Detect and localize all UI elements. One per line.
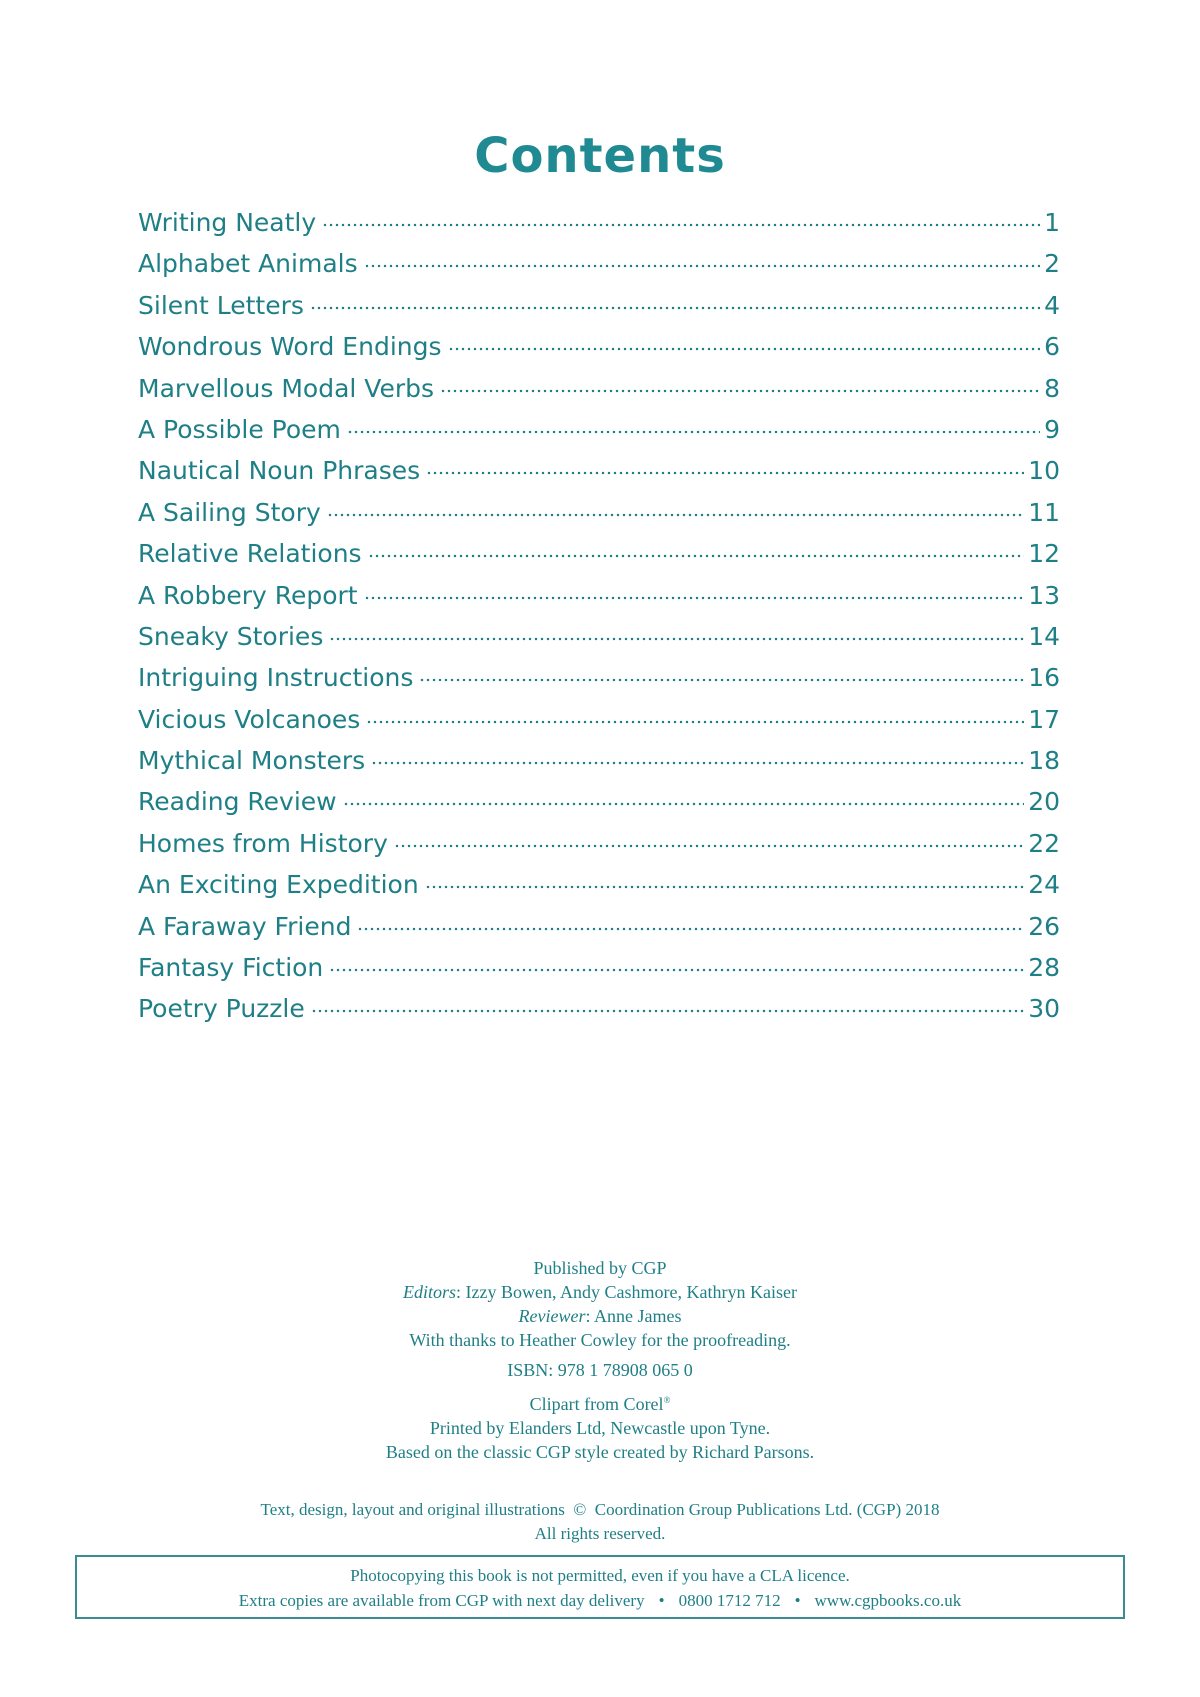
dot-leader: [394, 822, 1024, 852]
toc-entry[interactable]: [138, 325, 1060, 366]
editors-label: Editors: [403, 1282, 457, 1302]
toc-entry-title: Mythical Monsters: [138, 746, 366, 776]
toc-entry-title: Nautical Noun Phrases: [138, 456, 421, 486]
toc-entry-title: Poetry Puzzle: [138, 994, 305, 1024]
toc-entry-title: Relative Relations: [138, 539, 362, 569]
toc-entry-page: 9: [1044, 414, 1060, 444]
website-link[interactable]: www.cgpbooks.co.uk: [814, 1591, 962, 1610]
dot-leader: [368, 532, 1025, 562]
toc-entry-page: 26: [1028, 911, 1060, 941]
dot-leader: [329, 615, 1024, 645]
toc-entry[interactable]: [138, 532, 1060, 573]
copyright-line: Text, design, layout and original illustrations © Coordination Group Publications Ltd. (CGP) 2018: [260, 1500, 940, 1519]
editors-line: [0, 1280, 1200, 1304]
toc-entry-page: 24: [1028, 870, 1060, 900]
toc-entry-title: Alphabet Animals: [138, 249, 358, 279]
toc-entry-page: 30: [1028, 994, 1060, 1024]
toc-entry-page: 12: [1028, 539, 1060, 569]
toc-entry-page: 14: [1028, 621, 1060, 651]
toc-entry-page: 6: [1044, 332, 1060, 362]
toc-entry-page: 13: [1028, 580, 1060, 610]
dot-leader: [448, 325, 1041, 355]
publication-credits: [0, 1256, 1200, 1464]
toc-entry-page: 22: [1028, 828, 1060, 858]
photocopy-notice-box: [75, 1555, 1125, 1619]
toc-entry-title: Intriguing Instructions: [138, 663, 414, 693]
toc-entry[interactable]: [138, 987, 1060, 1028]
toc-entry[interactable]: [138, 946, 1060, 987]
printed-by: Printed by Elanders Ltd, Newcastle upon Tyne.: [429, 1418, 771, 1438]
editors-names: : Izzy Bowen, Andy Cashmore, Kathryn Kaiser: [456, 1282, 797, 1302]
dot-leader: [426, 449, 1024, 479]
toc-entry-title: Sneaky Stories: [138, 621, 324, 651]
toc-entry-title: Silent Letters: [138, 290, 304, 320]
page-title: Contents: [474, 128, 726, 185]
toc-entry-page: 28: [1028, 953, 1060, 983]
toc-entry[interactable]: [138, 615, 1060, 656]
phone-number: 0800 1712 712: [678, 1591, 781, 1610]
dot-leader: [419, 656, 1024, 686]
toc-entry-page: 17: [1028, 704, 1060, 734]
toc-entry[interactable]: [138, 905, 1060, 946]
dot-leader: [329, 946, 1024, 976]
copyright-notice: [0, 1498, 1200, 1546]
dot-leader: [322, 201, 1040, 231]
toc-entry-page: 10: [1028, 456, 1060, 486]
toc-entry-page: 11: [1028, 497, 1060, 527]
published-by: Published by CGP: [533, 1258, 667, 1278]
toc-entry-title: A Robbery Report: [138, 580, 358, 610]
toc-entry-page: 2: [1044, 249, 1060, 279]
dot-leader: [366, 698, 1024, 728]
dot-leader: [440, 367, 1040, 397]
toc-entry[interactable]: [138, 780, 1060, 821]
dot-leader: [347, 408, 1040, 438]
toc-entry-page: 1: [1044, 208, 1060, 237]
availability-text: Extra copies are available from CGP with next day delivery: [238, 1591, 645, 1610]
toc-entry-title: Fantasy Fiction: [138, 953, 324, 983]
toc-entry[interactable]: [138, 408, 1060, 449]
toc-entry-title: Writing Neatly: [138, 208, 317, 237]
toc-entry[interactable]: [138, 822, 1060, 863]
toc-entry-page: 16: [1028, 663, 1060, 693]
toc-entry-page: 4: [1044, 290, 1060, 320]
toc-entry-title: A Faraway Friend: [138, 911, 352, 941]
toc-entry-page: 8: [1044, 373, 1060, 403]
table-of-contents: [138, 201, 1060, 1029]
toc-entry-page: 20: [1028, 787, 1060, 817]
toc-entry[interactable]: [138, 698, 1060, 739]
bullet-separator: •: [794, 1591, 801, 1610]
reviewer-label: Reviewer: [518, 1306, 586, 1326]
clipart-line: [0, 1388, 1200, 1416]
toc-entry[interactable]: [138, 574, 1060, 615]
toc-entry[interactable]: [138, 449, 1060, 490]
dot-leader: [357, 905, 1024, 935]
toc-entry-title: Vicious Volcanoes: [138, 704, 361, 734]
clipart-text: Clipart from Corel: [529, 1394, 664, 1414]
availability-line: [77, 1588, 1123, 1613]
toc-entry[interactable]: [138, 284, 1060, 325]
toc-entry-title: A Sailing Story: [138, 497, 321, 527]
dot-leader: [364, 574, 1025, 604]
dot-leader: [343, 780, 1025, 810]
registered-mark: ®: [663, 1395, 671, 1405]
dot-leader: [425, 863, 1024, 893]
bullet-separator: •: [658, 1591, 665, 1610]
isbn: ISBN: 978 1 78908 065 0: [507, 1360, 693, 1380]
toc-entry-title: Reading Review: [138, 787, 337, 817]
toc-entry-title: A Possible Poem: [138, 414, 341, 444]
dot-leader: [364, 242, 1040, 272]
toc-entry[interactable]: [138, 739, 1060, 780]
toc-entry[interactable]: [138, 491, 1060, 532]
thanks-line: With thanks to Heather Cowley for the proofreading.: [409, 1330, 791, 1350]
based-on: Based on the classic CGP style created by Richard Parsons.: [385, 1442, 815, 1462]
toc-entry[interactable]: [138, 656, 1060, 697]
toc-entry-title: Marvellous Modal Verbs: [138, 373, 435, 403]
toc-entry-title: Wondrous Word Endings: [138, 332, 442, 362]
toc-entry[interactable]: [138, 201, 1060, 242]
toc-entry[interactable]: [138, 863, 1060, 904]
toc-entry-page: 18: [1028, 746, 1060, 776]
toc-entry-title: An Exciting Expedition: [138, 870, 419, 900]
toc-entry[interactable]: [138, 367, 1060, 408]
dot-leader: [327, 491, 1024, 521]
dot-leader: [311, 987, 1024, 1017]
photocopy-notice: Photocopying this book is not permitted, even if you have a CLA licence.: [350, 1566, 850, 1585]
dot-leader: [371, 739, 1024, 769]
rights-reserved: All rights reserved.: [534, 1524, 666, 1543]
dot-leader: [310, 284, 1040, 314]
reviewer-name: : Anne James: [585, 1306, 682, 1326]
toc-entry[interactable]: [138, 242, 1060, 283]
reviewer-line: [0, 1304, 1200, 1328]
toc-entry-title: Homes from History: [138, 828, 388, 858]
